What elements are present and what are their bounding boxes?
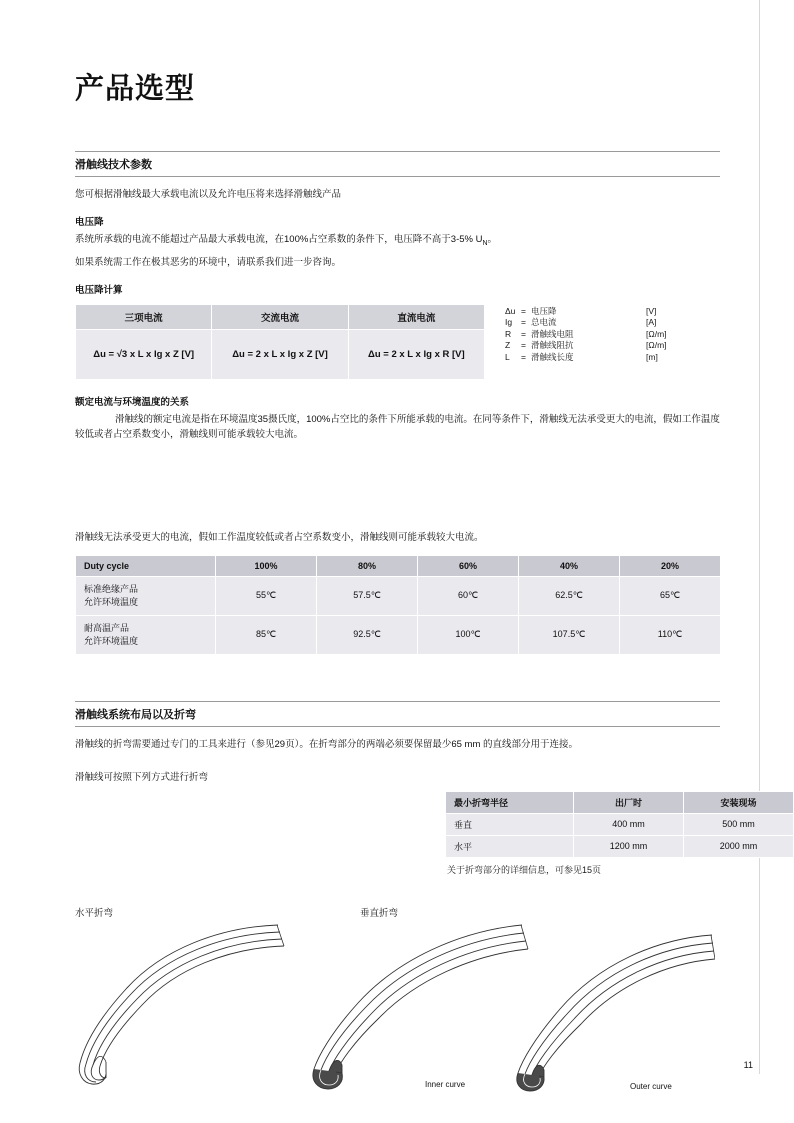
duty-header-60: 60% xyxy=(418,555,519,576)
bend-row-label-horizontal: 水平 xyxy=(446,835,574,857)
bend-cell: 500 mm xyxy=(684,813,794,835)
formula-header-three-phase: 三项电流 xyxy=(76,304,212,329)
legend-equals: = xyxy=(521,340,526,351)
duty-row-label-hightemp-line2: 允许环境温度 xyxy=(84,635,139,646)
bend-header-min-radius: 最小折弯半径 xyxy=(446,791,574,813)
legend-symbol: R xyxy=(505,328,512,339)
bend-cell: 400 mm xyxy=(574,813,684,835)
figures-area xyxy=(75,905,720,1095)
duty-cycle-table xyxy=(75,555,721,655)
page-content xyxy=(75,0,758,1095)
voltage-drop-calc-label: 电压降计算 xyxy=(75,284,123,296)
vertical-bend-inner-illustration xyxy=(300,923,530,1093)
duty-cycle-intro: 滑触线无法承受更大的电流，假如工作温度较低或者占空系数变小，滑触线则可能承载较大电流。 xyxy=(75,531,484,543)
formula-table xyxy=(75,304,485,380)
rated-current-temp-text: 滑触线的额定电流是指在环境温度35摄氏度，100%占空比的条件下所能承载的电流。在同等条件下，滑触线无法承受更大的电流，假如工作温度较低或者占空系数变小，滑触线则可能承载较大电流。 xyxy=(75,413,720,440)
section-heading-layout-bending: 滑触线系统布局以及折弯 xyxy=(75,701,720,727)
rated-current-temp-label: 额定电流与环境温度的关系 xyxy=(75,396,190,408)
table-row xyxy=(76,576,721,615)
duty-cell: 62.5℃ xyxy=(519,576,620,615)
formula-legend xyxy=(505,306,694,364)
bend-table-header-row xyxy=(446,791,794,813)
formula-table-row xyxy=(76,329,485,379)
figure-label-horizontal-bend: 水平折弯 xyxy=(75,907,114,919)
legend-symbol: Z xyxy=(505,340,511,351)
legend-unit: [V] xyxy=(646,305,657,316)
legend-description: 滑触线长度 xyxy=(531,351,574,362)
voltage-drop-text1-end: 。 xyxy=(487,234,498,245)
voltage-drop-text1-sub: N xyxy=(482,239,488,247)
formula-table-header-row xyxy=(76,304,485,329)
legend-unit: [Ω/m] xyxy=(646,340,667,351)
table-row xyxy=(446,835,794,857)
duty-cell: 85℃ xyxy=(216,615,317,654)
section1-intro: 您可根据滑触线最大承载电流以及允许电压将来选择滑触线产品 xyxy=(75,189,342,200)
duty-header-80: 80% xyxy=(317,555,418,576)
legend-symbol: Ig xyxy=(505,317,513,328)
bend-cell: 2000 mm xyxy=(684,835,794,857)
legend-description: 滑触线阻抗 xyxy=(531,340,574,351)
legend-symbol: L xyxy=(505,351,510,362)
bend-header-site: 安装现场 xyxy=(684,791,794,813)
legend-equals: = xyxy=(521,328,526,339)
figure-caption-outer-curve: Outer curve xyxy=(630,1081,672,1091)
duty-cell: 110℃ xyxy=(620,615,721,654)
legend-row xyxy=(505,306,694,318)
bend-table-area xyxy=(75,791,758,875)
duty-header-label: Duty cycle xyxy=(76,555,216,576)
legend-unit: [Ω/m] xyxy=(646,328,667,339)
bend-cell: 1200 mm xyxy=(574,835,684,857)
bend-row-label-vertical: 垂直 xyxy=(446,813,574,835)
duty-row-label-standard-line2: 允许环境温度 xyxy=(84,596,139,607)
duty-cell: 65℃ xyxy=(620,576,721,615)
page-title: 产品选型 xyxy=(75,73,196,105)
vertical-bend-outer-illustration xyxy=(500,923,715,1093)
duty-cell: 92.5℃ xyxy=(317,615,418,654)
formula-legend-table xyxy=(505,306,694,364)
bend-header-factory: 出厂时 xyxy=(574,791,684,813)
duty-row-label-hightemp xyxy=(76,615,216,654)
formula-section xyxy=(75,304,720,380)
duty-row-label-standard-line1: 标准绝缘产品 xyxy=(84,583,139,594)
legend-description: 电压降 xyxy=(531,305,557,316)
formula-header-dc: 直流电流 xyxy=(348,304,484,329)
legend-equals: = xyxy=(521,351,526,362)
legend-description: 滑触线电阻 xyxy=(531,328,574,339)
duty-cell: 107.5℃ xyxy=(519,615,620,654)
section2-intro: 滑触线的折弯需要通过专门的工具来进行（参见29页）。在折弯部分的两端必须要保留最少65 mm 的直线部分用于连接。 xyxy=(75,738,578,750)
legend-symbol: Δu xyxy=(505,305,516,316)
voltage-drop-label: 电压降 xyxy=(75,217,104,228)
legend-row xyxy=(505,329,694,341)
legend-description: 总电流 xyxy=(531,317,557,328)
formula-header-ac: 交流电流 xyxy=(212,304,348,329)
legend-row xyxy=(505,317,694,329)
page-right-rule xyxy=(759,0,760,1074)
horizontal-bend-illustration xyxy=(70,923,290,1093)
duty-cell: 55℃ xyxy=(216,576,317,615)
legend-row xyxy=(505,340,694,352)
legend-unit: [m] xyxy=(646,351,658,362)
formula-cell-three-phase: Δu = √3 x L x Ig x Z [V] xyxy=(76,329,212,379)
duty-table-header-row xyxy=(76,555,721,576)
bend-table-container xyxy=(445,791,793,876)
voltage-drop-text1 xyxy=(75,232,720,251)
formula-cell-dc: Δu = 2 x L x Ig x R [V] xyxy=(348,329,484,379)
duty-row-label-hightemp-line1: 耐高温产品 xyxy=(84,622,130,633)
duty-header-40: 40% xyxy=(519,555,620,576)
formula-cell-ac: Δu = 2 x L x Ig x Z [V] xyxy=(212,329,348,379)
legend-equals: = xyxy=(521,317,526,328)
section2-sub-intro: 滑触线可按照下列方式进行折弯 xyxy=(75,771,209,783)
page-number: 11 xyxy=(743,1060,753,1070)
voltage-drop-text2: 如果系统需工作在极其恶劣的环境中，请联系我们进一步咨询。 xyxy=(75,256,342,268)
legend-equals: = xyxy=(521,305,526,316)
duty-cell: 60℃ xyxy=(418,576,519,615)
table-row xyxy=(76,615,721,654)
figure-label-vertical-bend: 垂直折弯 xyxy=(360,907,399,919)
voltage-drop-text1-main: 系统所承载的电流不能超过产品最大承载电流，在100%占空系数的条件下，电压降不高于3-5% U xyxy=(75,234,483,245)
duty-header-100: 100% xyxy=(216,555,317,576)
duty-cell: 100℃ xyxy=(418,615,519,654)
bend-note: 关于折弯部分的详细信息，可参见15页 xyxy=(447,864,602,875)
section-heading-technical-parameters: 滑触线技术参数 xyxy=(75,151,720,177)
bend-radius-table xyxy=(445,791,794,858)
table-row xyxy=(446,813,794,835)
duty-cell: 57.5℃ xyxy=(317,576,418,615)
legend-row xyxy=(505,352,694,364)
legend-unit: [A] xyxy=(646,317,657,328)
duty-row-label-standard xyxy=(76,576,216,615)
figure-caption-inner-curve: Inner curve xyxy=(425,1079,466,1089)
duty-header-20: 20% xyxy=(620,555,721,576)
